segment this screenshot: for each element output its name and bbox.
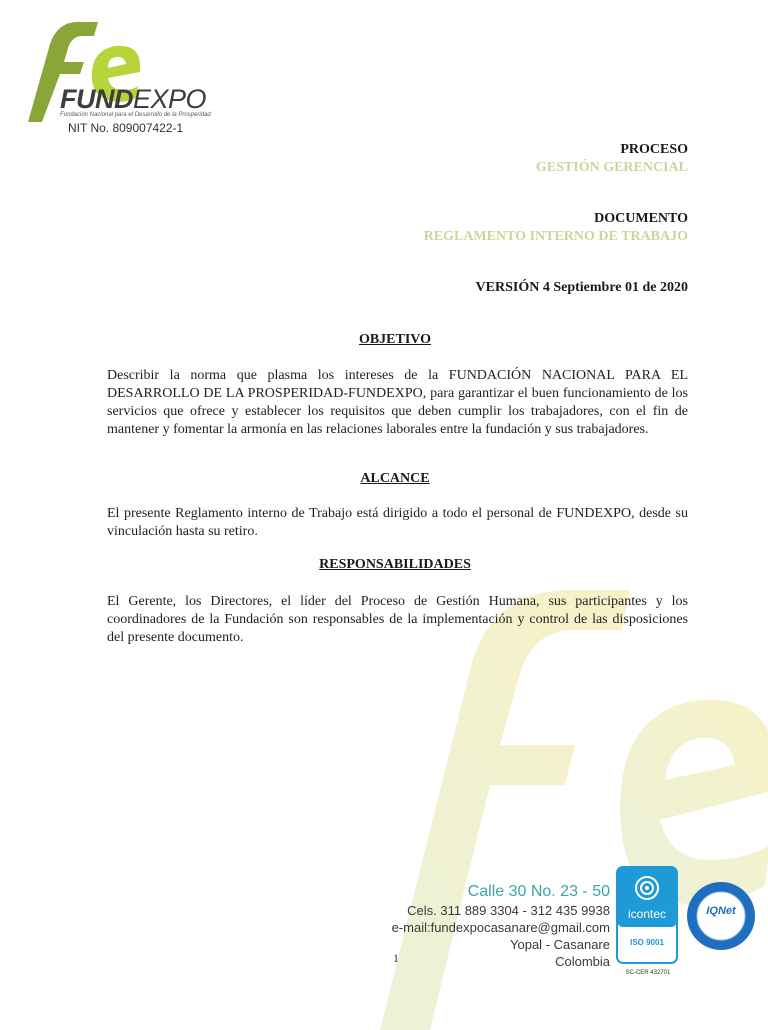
iqnet-label: IQNet bbox=[706, 905, 736, 917]
documento-label: DOCUMENTO bbox=[594, 211, 688, 226]
page-number: 1 bbox=[393, 951, 399, 965]
certificate-code: SC-CER 432701 bbox=[625, 970, 671, 976]
objetivo-heading: OBJETIVO bbox=[358, 332, 432, 347]
alcance-text: El presente Reglamento interno de Trabajo está dirigido a todo el personal de FUNDEXPO, desde su vinculación hasta su retiro. bbox=[107, 506, 688, 539]
proceso-label: PROCESO bbox=[620, 142, 688, 157]
logo-wordmark: FUNDEXPO bbox=[60, 84, 207, 114]
footer-contact bbox=[392, 882, 610, 970]
icontec-label: icontec bbox=[627, 907, 667, 921]
nit-number: NIT No. 809007422-1 bbox=[68, 121, 184, 135]
footer-country: Colombia bbox=[555, 954, 610, 969]
objetivo-text: Describir la norma que plasma los intereses de la FUNDACIÓN NACIONAL PARA EL DESARROLLO DE LA PROSPERIDAD-FUNDEXPO, para garantizar el buen funcionamiento de los servicios que ofrece y establecer los requisitos que deben cumplir los trabajadores, con el fin de mantener y fomentar la armonía en las relaciones laborales entre la fundación y sus trabajadores. bbox=[107, 368, 688, 437]
version-line: VERSIÓN 4 Septiembre 01 de 2020 bbox=[475, 280, 688, 295]
footer-address: Calle 30 No. 23 - 50 bbox=[467, 883, 610, 900]
footer-phones: Cels. 311 889 3304 - 312 435 9938 bbox=[407, 903, 610, 918]
logo-tagline: Fundación Nacional para el Desarrollo de la Prosperidad bbox=[60, 112, 211, 118]
responsabilidades-heading: RESPONSABILIDADES bbox=[319, 557, 471, 572]
proceso-value: GESTIÓN GERENCIAL bbox=[535, 160, 688, 175]
documento-value: REGLAMENTO INTERNO DE TRABAJO bbox=[423, 229, 688, 244]
alcance-heading: ALCANCE bbox=[360, 471, 430, 486]
footer-city: Yopal - Casanare bbox=[510, 937, 610, 952]
iso-label: ISO 9001 bbox=[630, 938, 664, 947]
responsabilidades-text: El Gerente, los Directores, el líder del Proceso de Gestión Humana, sus participantes y los coordinadores de la Fundación son responsables de la implementación y control de las disposiciones del presente documento. bbox=[107, 594, 688, 645]
footer-email: e-mail:fundexpocasanare@gmail.com bbox=[391, 920, 610, 935]
